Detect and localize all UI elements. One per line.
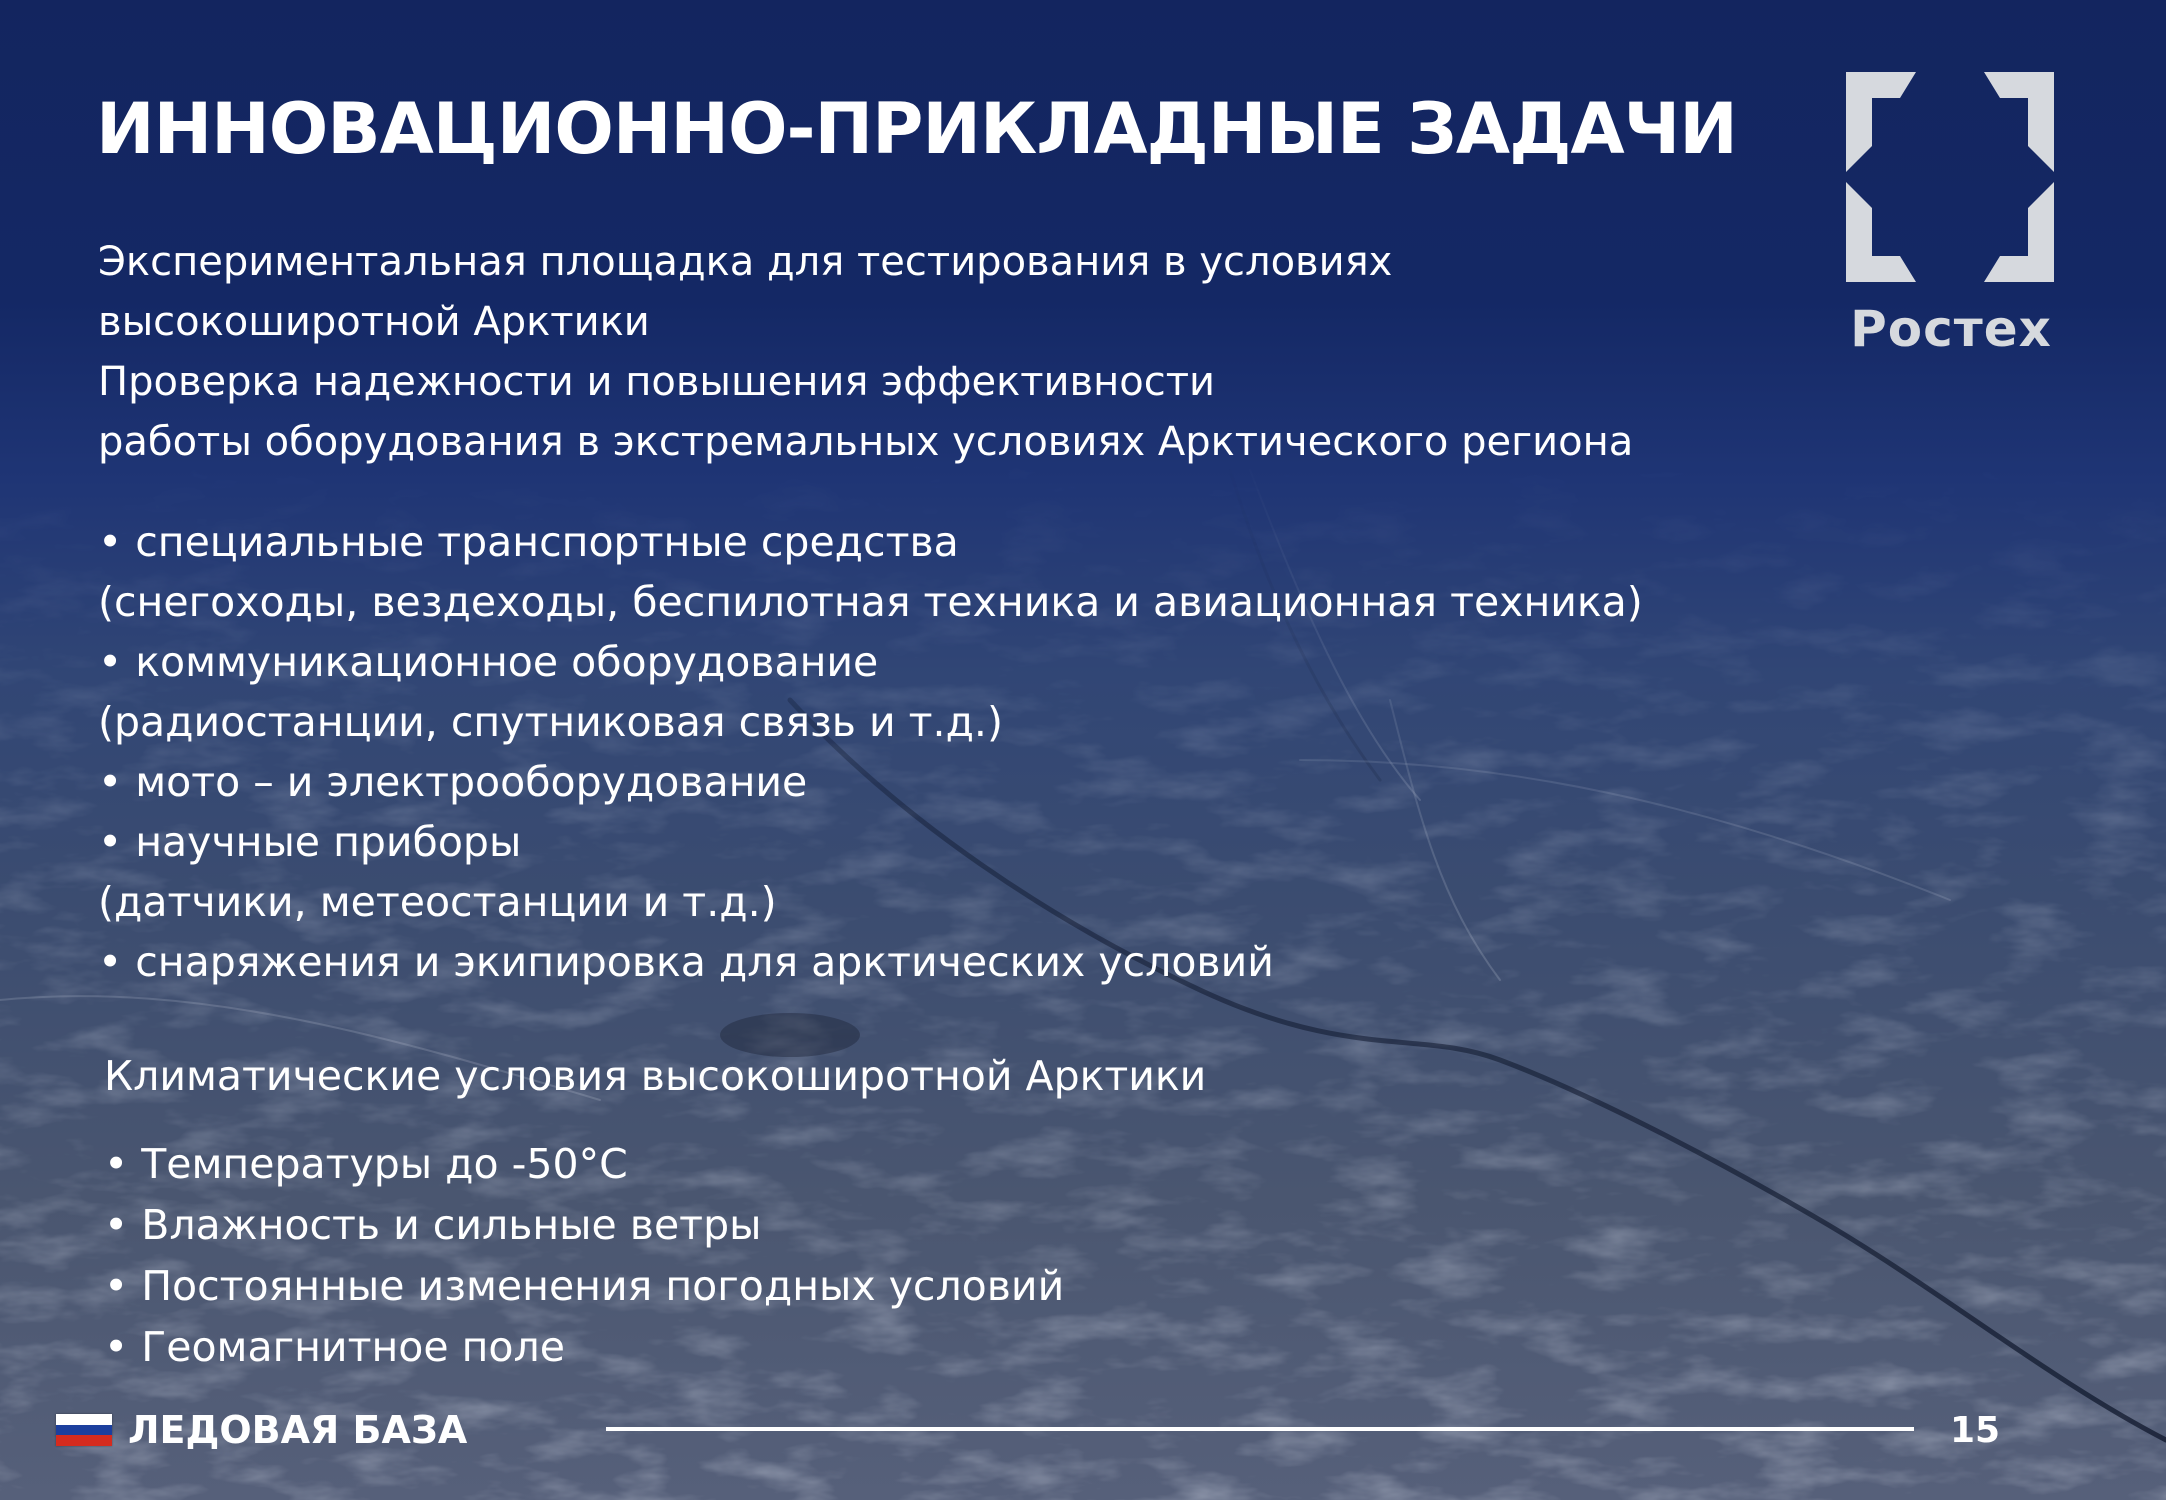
task-list (98, 512, 1643, 992)
task-note: (радиостанции, спутниковая связь и т.д.) (98, 698, 1003, 746)
climate-list (104, 1134, 1064, 1378)
russian-flag-icon (56, 1414, 112, 1446)
climate-item: • Температуры до -50°С (104, 1140, 628, 1188)
page-number: 15 (1950, 1410, 2001, 1451)
page-title: ИННОВАЦИОННО-ПРИКЛАДНЫЕ ЗАДАЧИ (96, 88, 1737, 170)
rostec-logo-icon (1846, 72, 2054, 282)
intro-line: работы оборудования в экстремальных условиях Арктического региона (98, 419, 1634, 465)
intro-line: Экспериментальная площадка для тестирования в условиях (98, 239, 1393, 285)
footer-label: ЛЕДОВАЯ БАЗА (128, 1408, 468, 1452)
climate-item: • Постоянные изменения погодных условий (104, 1262, 1065, 1310)
rostec-logo (1846, 72, 2054, 362)
footer-divider (606, 1427, 1914, 1431)
intro-line: высокоширотной Арктики (98, 299, 650, 345)
task-item: • коммуникационное оборудование (98, 638, 879, 686)
intro-line: Проверка надежности и повышения эффективности (98, 359, 1216, 405)
task-note: (снегоходы, вездеходы, беспилотная техника и авиационная техника) (98, 578, 1643, 626)
climate-item: • Влажность и сильные ветры (104, 1201, 762, 1249)
logo-text: Ростех (1850, 300, 2052, 358)
task-item: • научные приборы (98, 818, 522, 866)
climate-item: • Геомагнитное поле (104, 1323, 565, 1371)
task-item: • мото – и электрооборудование (98, 758, 808, 806)
task-item: • снаряжения и экипировка для арктических условий (98, 938, 1274, 986)
climate-heading: Климатические условия высокоширотной Арктики (104, 1052, 1207, 1100)
task-item: • специальные транспортные средства (98, 518, 959, 566)
intro-text (98, 232, 1633, 472)
task-note: (датчики, метеостанции и т.д.) (98, 878, 777, 926)
